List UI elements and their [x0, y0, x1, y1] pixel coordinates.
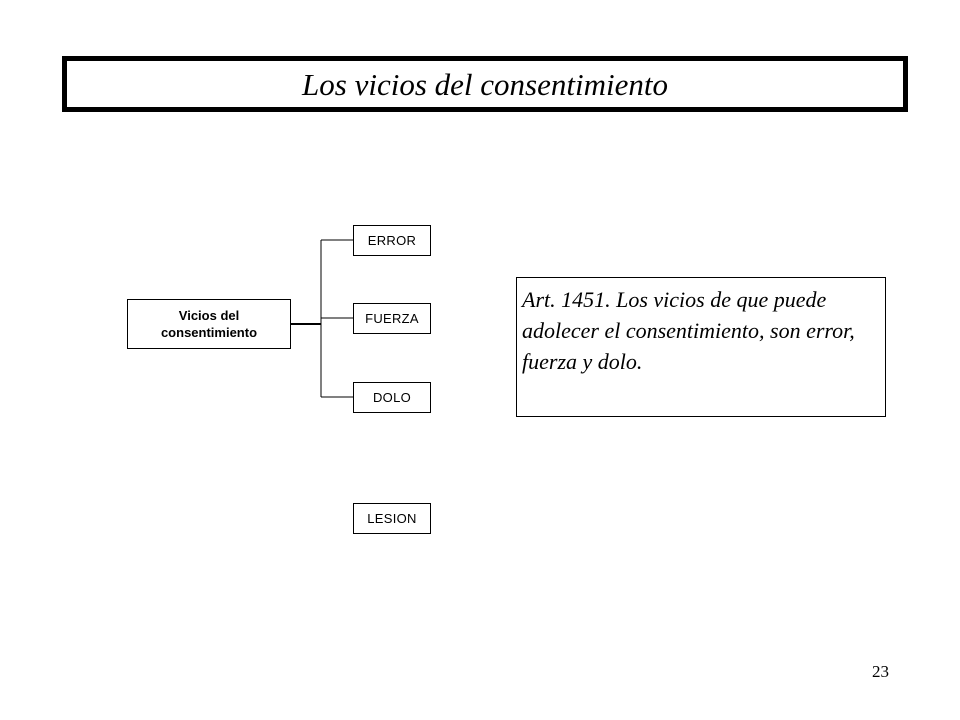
page-title: Los vicios del consentimiento [302, 66, 668, 102]
article-quote: Art. 1451. Los vicios de que puede adolecer el consentimiento, son error, fuerza y dolo. [516, 277, 886, 417]
branch-node-fuerza: FUERZA [353, 303, 431, 334]
root-node: Vicios del consentimiento [127, 299, 291, 349]
standalone-node-lesion: LESION [353, 503, 431, 534]
branch-node-dolo: DOLO [353, 382, 431, 413]
page-number: 23 [872, 662, 889, 681]
branch-node-error: ERROR [353, 225, 431, 256]
